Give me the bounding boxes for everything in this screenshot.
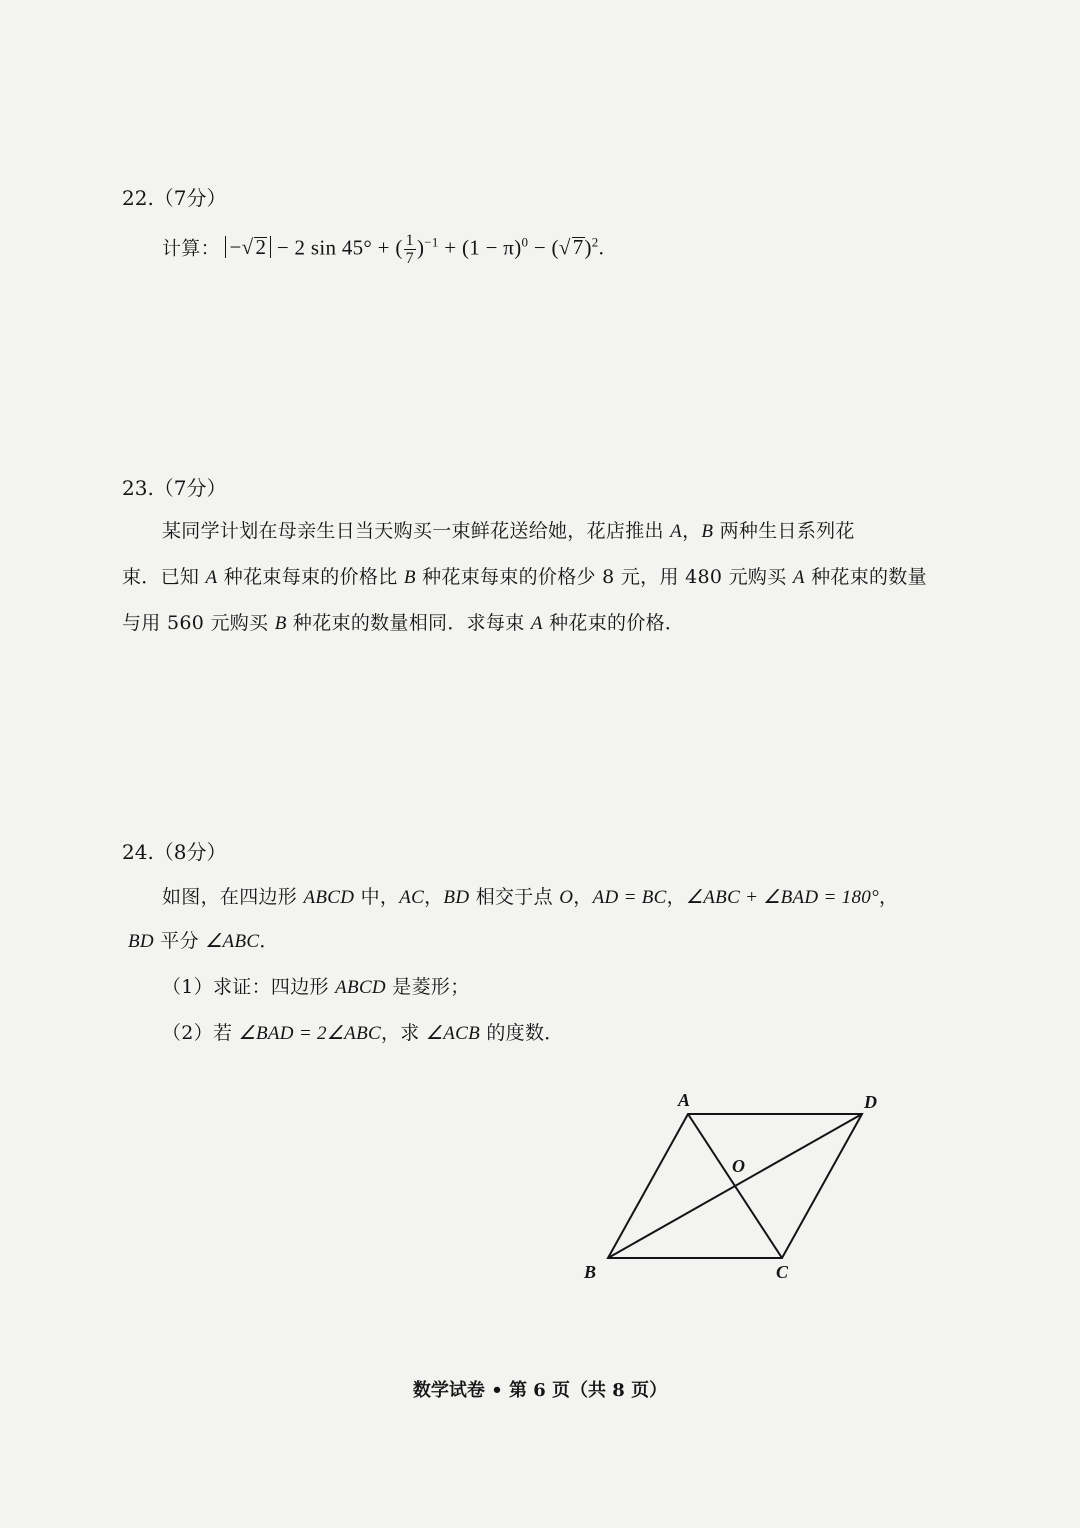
q23-line-2: 束．已知 A 种花束每束的价格比 B 种花束每束的价格少 8 元，用 480 元购买 A 种花束的数量 [122,566,927,588]
q24-line-2: BD 平分 ∠ABC． [128,930,279,952]
q23-line-1: 某同学计划在母亲生日当天购买一束鲜花送给她，花店推出 A，B 两种生日系列花 [162,520,855,542]
q22-abs: −√2 [225,236,271,258]
label-d: D [864,1092,877,1112]
diagonal-bd [608,1114,862,1258]
q23-line-3: 与用 560 元购买 B 种花束的数量相同．求每束 A 种花束的价格． [122,612,685,634]
label-c: C [776,1262,789,1282]
label-b: B [584,1262,597,1282]
label-a: A [678,1090,691,1110]
q24-part-2: （2）若 ∠BAD = 2∠ABC，求 ∠ACB 的度数． [162,1022,564,1044]
q22-fraction: $\frac{1}{7}$ [405,232,414,267]
page-footer: 数学试卷 • 第 6 页（共 8 页） [412,1380,668,1401]
q23-heading: 23.（7分） [122,476,227,500]
rhombus-figure [570,1080,910,1290]
q24-part-1: （1）求证：四边形 ABCD 是菱形； [162,976,470,998]
label-o: O [732,1156,745,1176]
q24-heading: 24.（8分） [122,840,227,864]
q24-line-1: 如图，在四边形 ABCD 中，AC，BD 相交于点 O，AD = BC，∠ABC + ∠BAD = 180°， [162,886,899,908]
q22-label: 计算： [162,237,220,260]
q22-expression: 计算： −√2 − 2 sin 45° + ( $\frac{1}{7}$ )$^{-1} + (1 - \pi)^0 - (√7)^2$. [162,232,605,267]
q22-heading: 22.（7分） [122,186,227,210]
